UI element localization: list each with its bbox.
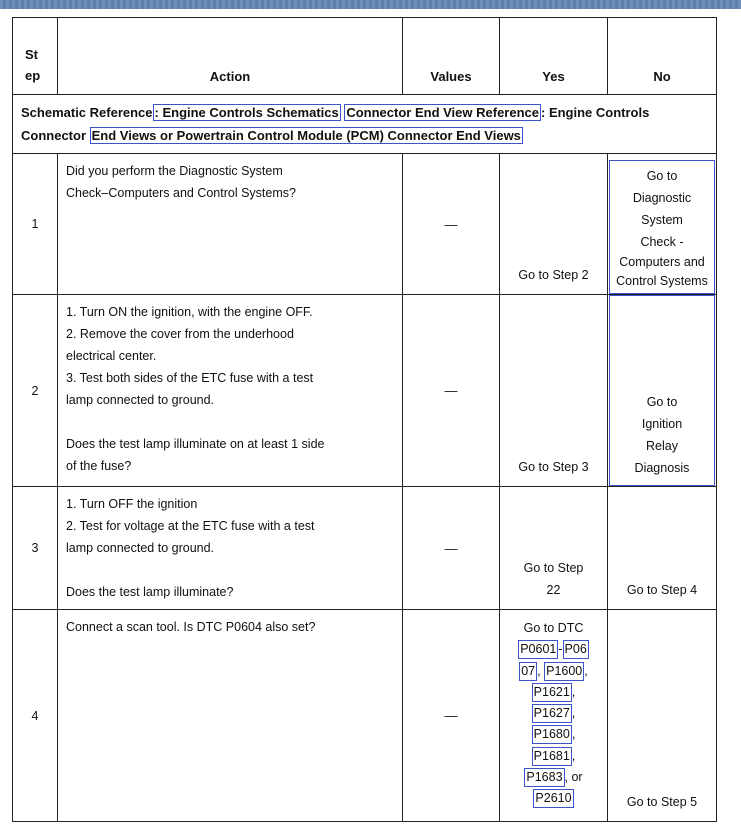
no-cell (608, 154, 717, 295)
dtc-link[interactable]: P1600 (544, 662, 584, 681)
connector-end-view-link[interactable]: Connector End View Reference (346, 105, 539, 120)
step-number: 1 (13, 154, 58, 295)
header-action: Action (58, 18, 403, 95)
ignition-relay-diagnosis-link[interactable]: Go to Ignition Relay Diagnosis (609, 295, 715, 486)
header-row (13, 18, 717, 95)
schematic-row (13, 95, 717, 154)
yes-cell: Go to Step 22 (500, 487, 608, 610)
engine-controls-schematics-link[interactable]: : Engine Controls Schematics (154, 105, 339, 120)
action-text: Did you perform the Diagnostic System Check–Computers and Control Systems? (58, 154, 403, 295)
table-row (13, 610, 717, 822)
step-number: 4 (13, 610, 58, 822)
step-number: 3 (13, 487, 58, 610)
end-views-link[interactable]: End Views or Powertrain Control Module (PCM) Connector End Views (91, 128, 521, 143)
header-values: Values (403, 18, 500, 95)
header-yes: Yes (500, 18, 608, 95)
diagnostic-system-check-link[interactable]: Go to Diagnostic System Check - Computers and Control Systems (609, 160, 715, 294)
schematic-reference: Schematic Reference : Engine Controls Schematics Connector End View Reference : Engine Controls Connector End Views or Powertrain Control Module (PCM) Connector End Views (13, 95, 717, 154)
header-step: St ep (13, 18, 58, 95)
diagnostic-table (12, 17, 717, 822)
dtc-link[interactable]: P1681 (532, 747, 572, 766)
action-text: 1. Turn OFF the ignition 2. Test for voltage at the ETC fuse with a test lamp connected to ground. Does the test lamp illuminate? (58, 487, 403, 610)
header-no: No (608, 18, 717, 95)
step-number: 2 (13, 295, 58, 487)
no-cell: Go to Step 4 (608, 487, 717, 610)
dtc-link[interactable]: P0601 (518, 640, 558, 659)
no-cell (608, 295, 717, 487)
values-cell: — (403, 610, 500, 822)
dtc-link[interactable]: 07 (519, 662, 537, 681)
action-text: 1. Turn ON the ignition, with the engine OFF. 2. Remove the cover from the underhood electrical center. 3. Test both sides of the ETC fuse with a test lamp connected to ground. Does the test lamp illuminate on at least 1 side of the fuse? (58, 295, 403, 487)
values-cell: — (403, 295, 500, 487)
yes-cell: Go to Step 2 (500, 154, 608, 295)
values-cell: — (403, 154, 500, 295)
table-row (13, 295, 717, 487)
window-top-bar (0, 0, 741, 9)
dtc-link[interactable]: P1680 (532, 725, 572, 744)
no-cell: Go to Step 5 (608, 610, 717, 822)
dtc-link[interactable]: P1683 (524, 768, 564, 787)
yes-cell: Go to Step 3 (500, 295, 608, 487)
yes-cell: Go to DTC P0601 - P06 07 , P1600 , P1621 , P1627 , P1680 , P1681 , P1683 , or P2610 (500, 610, 608, 822)
dtc-link[interactable]: P06 (563, 640, 589, 659)
dtc-link[interactable]: P1627 (532, 704, 572, 723)
values-cell: — (403, 487, 500, 610)
table-row (13, 154, 717, 295)
dtc-link[interactable]: P2610 (533, 789, 573, 808)
action-text: Connect a scan tool. Is DTC P0604 also set? (58, 610, 403, 822)
dtc-link[interactable]: P1621 (532, 683, 572, 702)
table-row (13, 487, 717, 610)
